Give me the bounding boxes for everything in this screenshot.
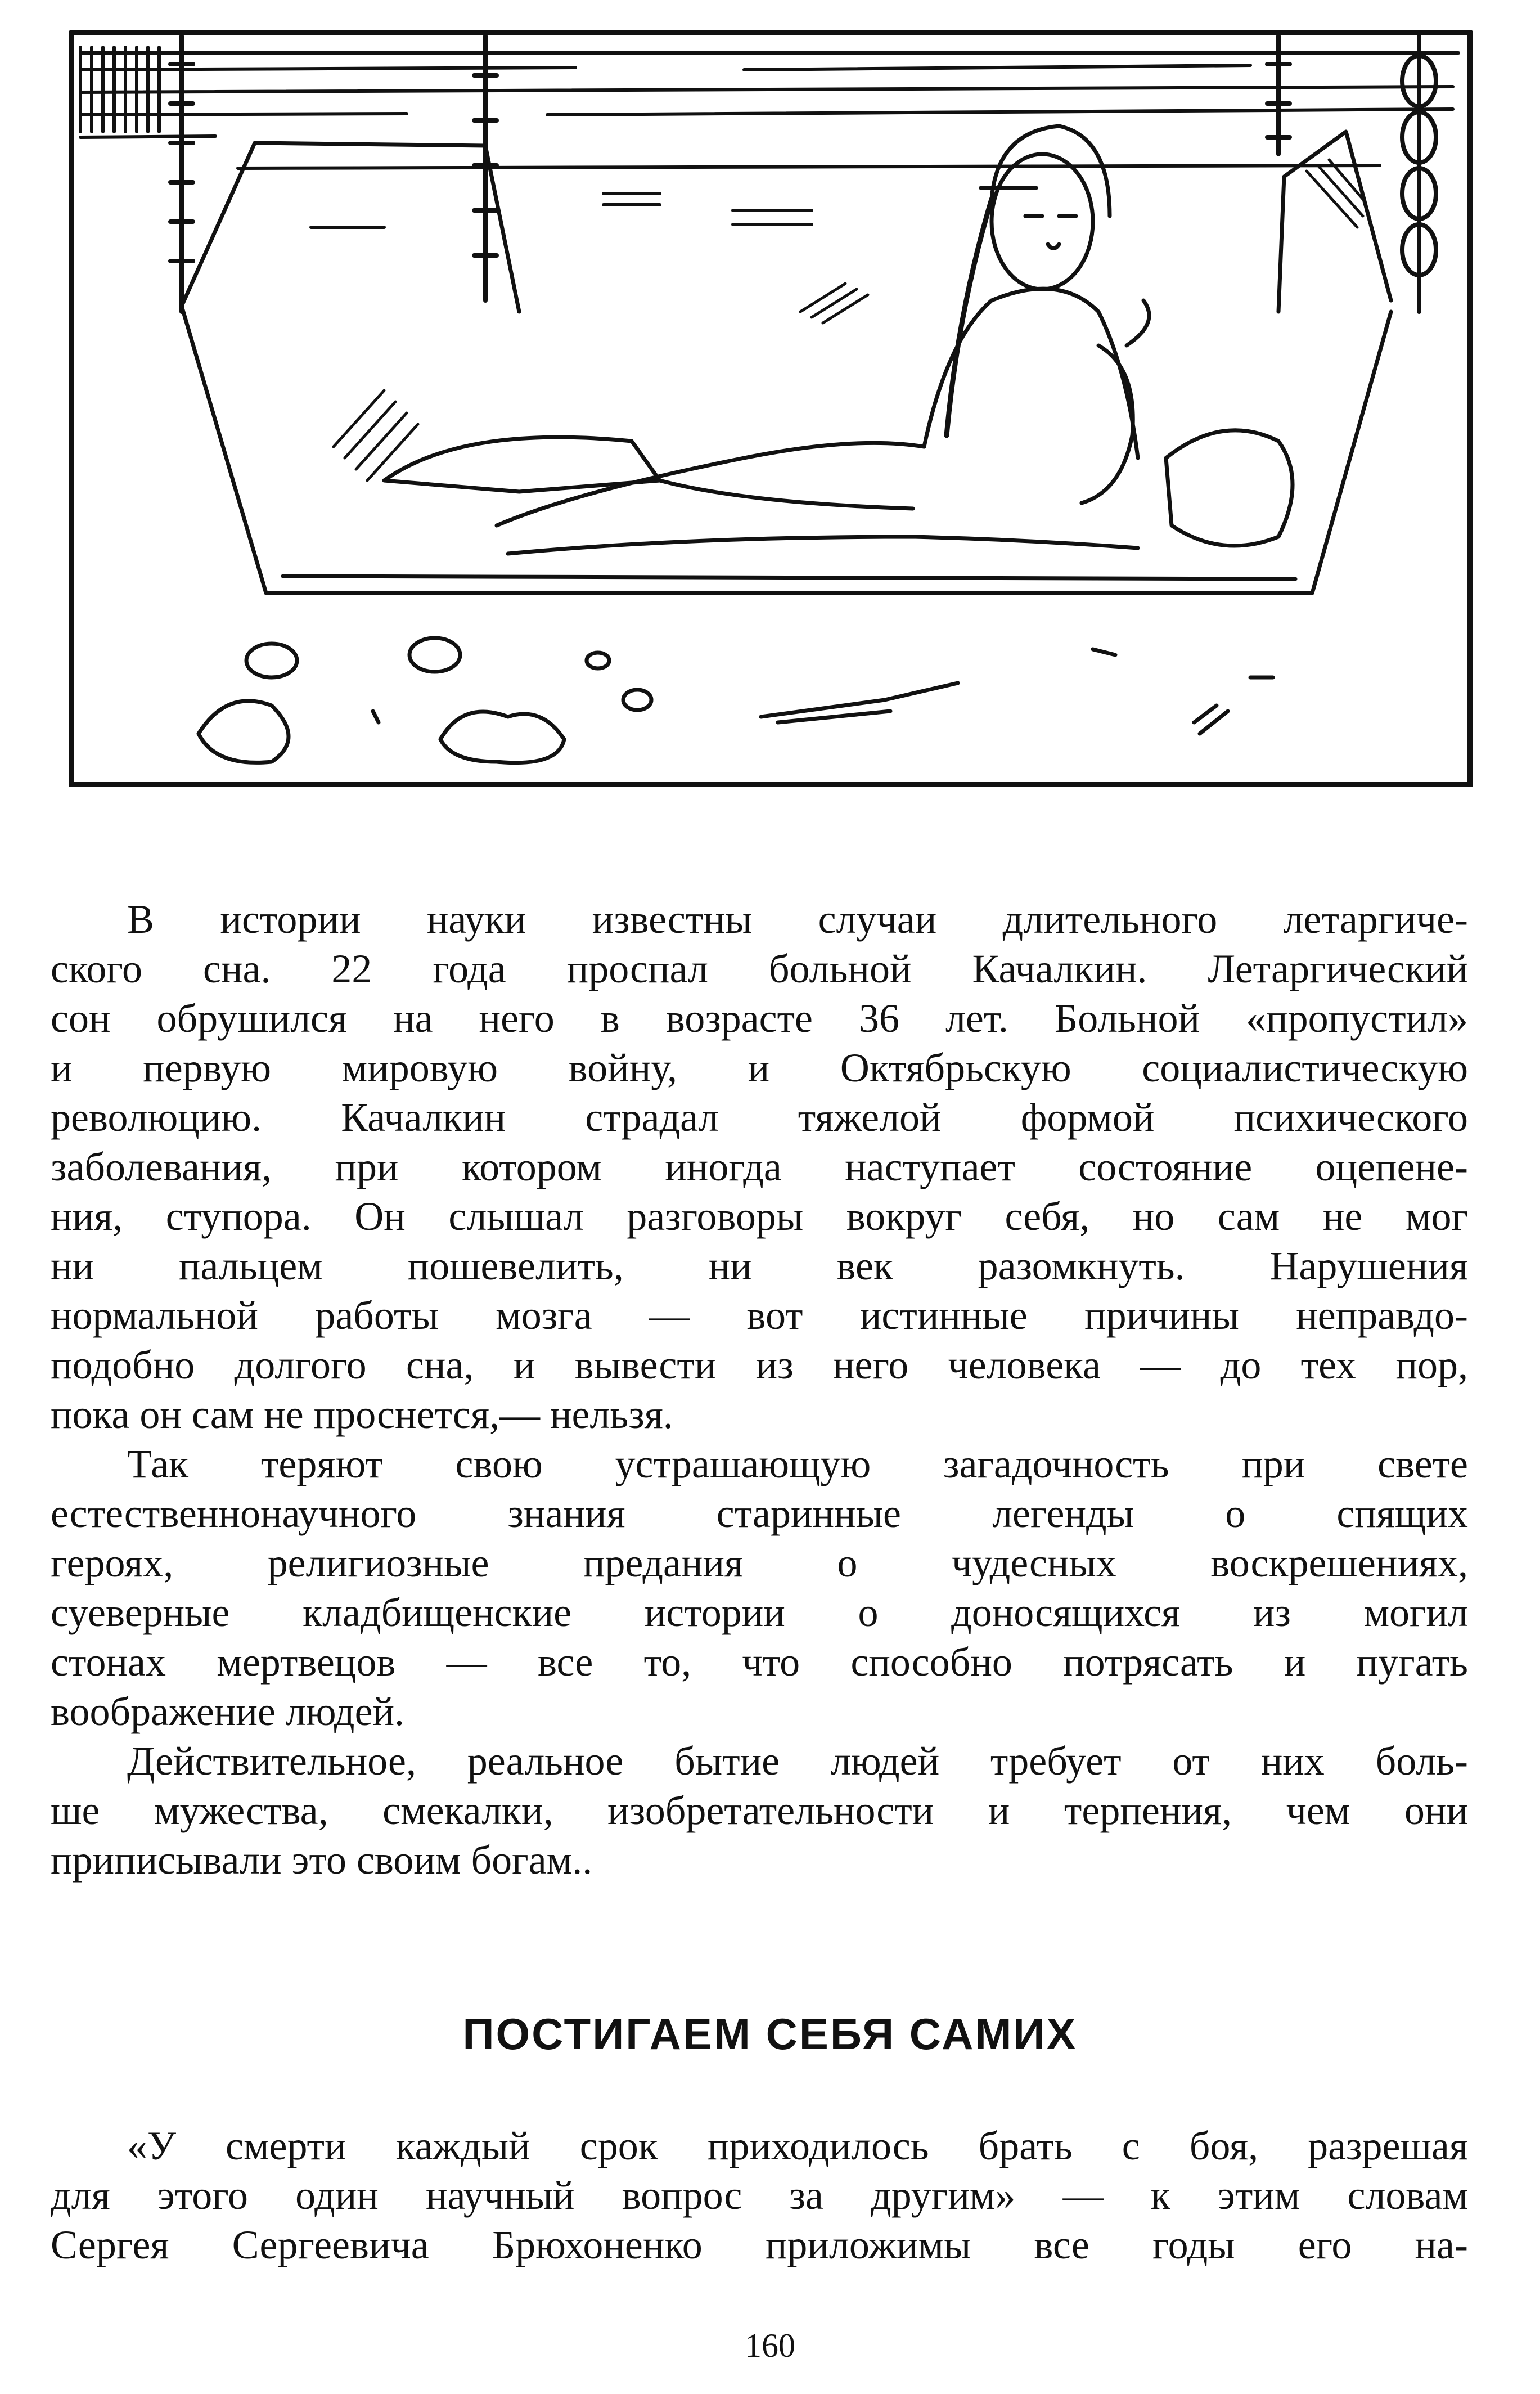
text-line: подобно долгого сна, и вывести из него человека — до тех пор,: [51, 1342, 1468, 1387]
text-line: и первую мировую войну, и Октябрьскую социалистическую: [51, 1045, 1468, 1090]
text-line: пока он сам не проснется,— нельзя.: [51, 1392, 673, 1437]
paragraph-2: [51, 1439, 1468, 1736]
text-line: героях, религиозные предания о чудесных воскрешениях,: [51, 1540, 1468, 1585]
text-line: ше мужества, смекалки, изобретательности и терпения, чем они: [51, 1788, 1468, 1833]
text-line: для этого один научный вопрос за другим» — к этим словам: [51, 2173, 1468, 2218]
text-line: ния, ступора. Он слышал разговоры вокруг себя, но сам не мог: [51, 1194, 1468, 1239]
text-line: ни пальцем пошевелить, ни век разомкнуть. Нарушения: [51, 1243, 1468, 1288]
text-line: суеверные кладбищенские истории о доносящихся из могил: [51, 1590, 1468, 1635]
body-text-upper: [51, 895, 1468, 1885]
text-line: воображение людей.: [51, 1689, 405, 1734]
text-line: Действительное, реальное бытие людей требует от них боль-: [127, 1739, 1468, 1784]
text-line: революцию. Качалкин страдал тяжелой формой психического: [51, 1095, 1468, 1140]
text-line: нормальной работы мозга — вот истинные причины неправдо-: [51, 1293, 1468, 1338]
body-text-lower: [51, 2121, 1468, 2270]
text-line: ского сна. 22 года проспал больной Качалкин. Летаргический: [51, 946, 1468, 991]
paragraph-1: [51, 895, 1468, 1439]
text-line: Сергея Сергеевича Брюхоненко приложимы все годы его на-: [51, 2222, 1468, 2267]
text-line: приписывали это своим богам..: [51, 1838, 593, 1883]
paragraph-3: [51, 1736, 1468, 1885]
illustration-sleeping-princess: [69, 30, 1473, 787]
section-heading: ПОСТИГАЕМ СЕБЯ САМИХ: [462, 2009, 1078, 2059]
text-line: В истории науки известны случаи длительного летаргиче-: [127, 897, 1468, 942]
page-number: 160: [745, 2327, 795, 2364]
text-line: заболевания, при котором иногда наступает состояние оцепене-: [51, 1144, 1468, 1189]
text-line: стонах мертвецов — все то, что способно потрясать и пугать: [51, 1640, 1468, 1685]
text-line: естественнонаучного знания старинные легенды о спящих: [51, 1491, 1468, 1536]
text-line: «У смерти каждый срок приходилось брать с боя, разрешая: [127, 2123, 1468, 2168]
text-line: Так теряют свою устрашающую загадочность при свете: [127, 1441, 1468, 1486]
paragraph-4: [51, 2121, 1468, 2270]
text-line: сон обрушился на него в возрасте 36 лет. Больной «пропустил»: [51, 996, 1468, 1041]
